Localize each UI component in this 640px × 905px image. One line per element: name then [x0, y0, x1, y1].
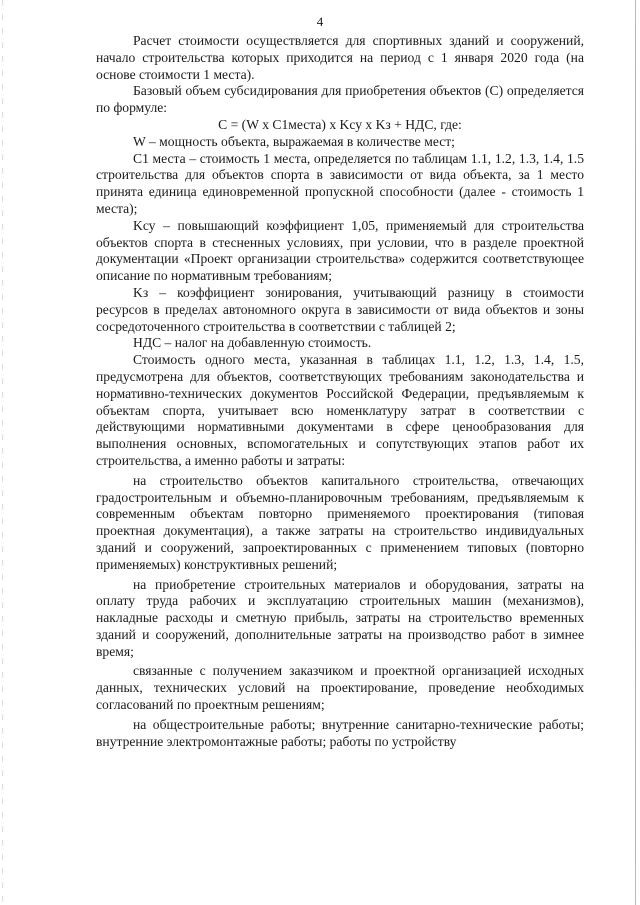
list-item-capital-construction: на строительство объектов капитального строительства, отвечающих градостроительным и объемно-планировочным требованиям, предъявляемым к современным объектам повторно применяемого проектирования (типовая проектная документация), а также затраты на строительство индивидуальных зданий и сооружений, запроектированных с применением типовых (повторно применяемых) конструктивных решений;	[96, 472, 584, 572]
formula: C = (W x C1места) x Kсу x Kз + НДС, где:	[218, 116, 462, 132]
paragraph-cost-per-place: Стоимость одного места, указанная в таблицах 1.1, 1.2, 1.3, 1.4, 1.5, предусмотрена для объектов, соответствующих требованиям законодательства и нормативно-технических документов Российской Федерации, предъявляемым к объектам спорта, учитывает всю номенклатуру затрат в соответствии с действующими нормативными документами в сфере ценообразования для выполнения основных, вспомогательных и сопутствующих этапов работ их строительства, а именно работы и затраты:	[96, 352, 584, 468]
list-item-initial-data: связанные с получением заказчиком и проектной организацией исходных данных, технических условий на проектирование, проведение необходимых согласований по проектным решениям;	[96, 663, 584, 713]
scan-left-edge	[2, 0, 3, 905]
definition-w: W – мощность объекта, выражаемая в количестве мест;	[133, 133, 455, 149]
document-body	[96, 33, 584, 750]
definition-kz: Kз – коэффициент зонирования, учитывающий разницу в стоимости ресурсов в пределах автономного округа в зависимости от вида объектов и зоны сосредоточенного строительства в соответствии с таблицей 2;	[96, 284, 584, 334]
scan-right-edge	[635, 0, 636, 905]
list-item-materials: на приобретение строительных материалов и оборудования, затраты на оплату труда рабочих и эксплуатацию строительных машин (механизмов), накладные расходы и сметную прибыль, затраты на строительство временных зданий и сооружений, дополнительные затраты на производство работ в зимнее время;	[96, 576, 584, 659]
list-item-general-works: на общестроительные работы; внутренние санитарно-технические работы; внутренние электромонтажные работы; работы по устройству	[96, 716, 584, 749]
paragraph-scope: Расчет стоимости осуществляется для спортивных зданий и сооружений, начало строительства которых приходится на период с 1 января 2020 года (на основе стоимости 1 места).	[96, 33, 584, 82]
page-number: 4	[316, 14, 324, 29]
definition-vat: НДС – налог на добавленную стоимость.	[133, 335, 372, 351]
paragraph-base-volume: Базовый объем субсидирования для приобретения объектов (C) определяется по формуле:	[96, 83, 584, 116]
definition-c1: C1 места – стоимость 1 места, определяется по таблицам 1.1, 1.2, 1.3, 1.4, 1.5 строительства для объектов спорта в зависимости от вида объекта, за 1 место принята единица единовременной пропускной способности (далее - стоимость 1 места);	[96, 150, 584, 216]
definition-ksu: Kсу – повышающий коэффициент 1,05, применяемый для строительства объектов спорта в стесненных условиях, при условии, что в разделе проектной документации «Проект организации строительства» содержится соответствующее описание по нормативным требованиям;	[96, 217, 584, 284]
